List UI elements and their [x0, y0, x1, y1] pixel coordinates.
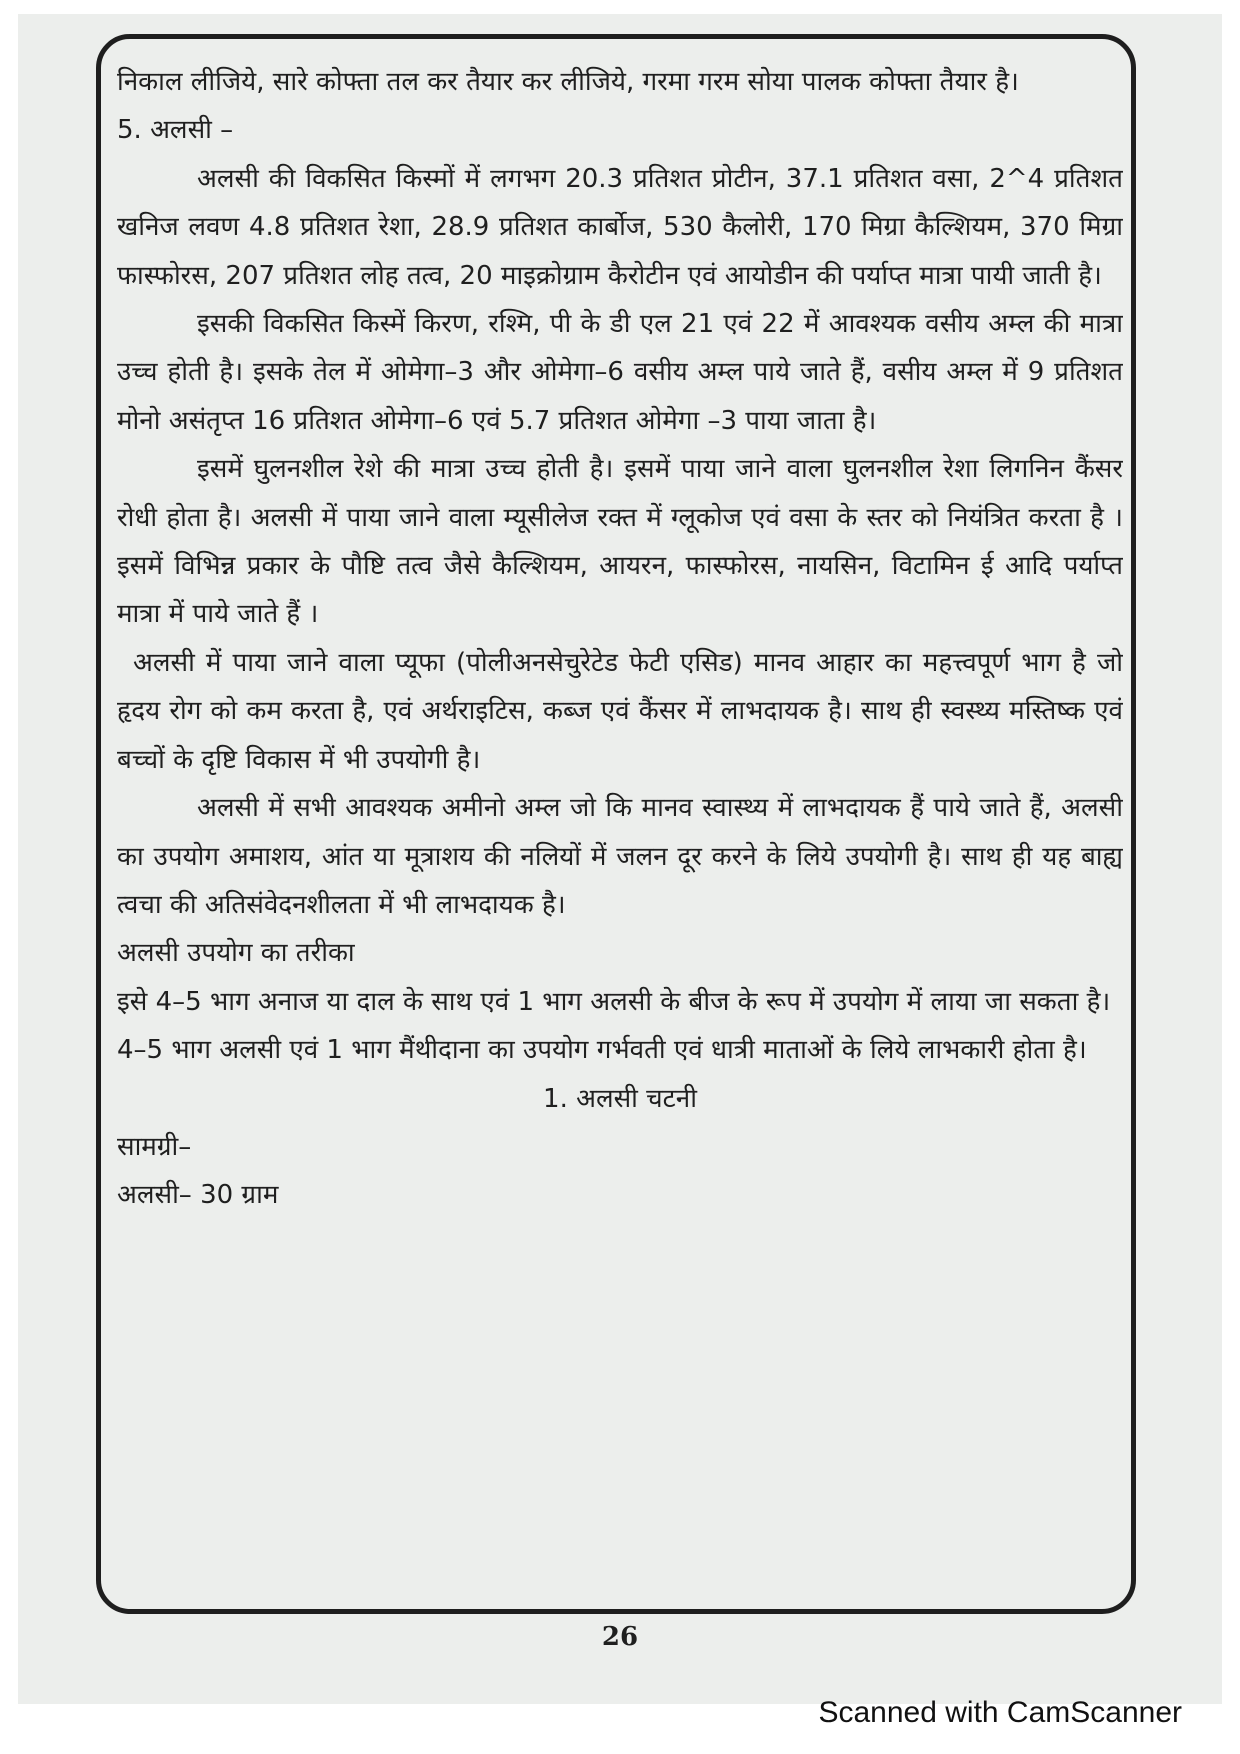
text-continuation: निकाल लीजिये, सारे कोफ्ता तल कर तैयार कर लीजिये, गरमा गरम सोया पालक कोफ्ता तैयार है।: [117, 67, 1019, 97]
paragraph-fiber: इसमें घुलनशील रेशे की मात्रा उच्च होती है। इसमें पाया जाने वाला घुलनशील रेशा लिगनिन कैंसर रोधी होता है। अलसी में पाया जाने वाला म्यूसीलेज रक्त में ग्लूकोज एवं वसा के स्तर को नियंत्रित करता है । इसमें विभिन्न प्रकार के पौष्टि तत्व जैसे कैल्शियम, आयरन, फास्फोरस, नायसिन, विटामिन ई आदि पर्याप्त मात्रा में पाये जाते हैं ।: [117, 454, 1123, 630]
page-text: [117, 58, 1123, 1613]
paragraph-pufa: अलसी में पाया जाने वाला प्यूफा (पोलीअनसेचुरेटेड फेटी एसिड) मानव आहार का महत्त्वपूर्ण भाग है जो हृदय रोग को कम करता है, एवं अर्थराइटिस, कब्ज एवं कैंसर में लाभदायक है। साथ ही स्वस्थ्य मस्तिष्क एवं बच्चों के दृष्टि विकास में भी उपयोगी है।: [117, 647, 1123, 775]
usage-methi: 4–5 भाग अलसी एवं 1 भाग मैंथीदाना का उपयोग गर्भवती एवं धात्री माताओं के लिये लाभकारी होता है।: [117, 1035, 1087, 1066]
camscanner-watermark: Scanned with CamScanner: [818, 1696, 1182, 1729]
subheading-usage: अलसी उपयोग का तरीका: [117, 938, 355, 969]
paragraph-varieties: इसकी विकसित किस्में किरण, रश्मि, पी के डी एल 21 एवं 22 में आवश्यक वसीय अम्ल की मात्रा उच्च होती है। इसके तेल में ओमेगा–3 और ओमेगा–6 वसीय अम्ल पाये जाते हैं, वसीय अम्ल में 9 प्रतिशत मोनो असंतृप्त 16 प्रतिशत ओमेगा–6 एवं 5.7 प्रतिशत ओमेगा –3 पाया जाता है।: [117, 309, 1123, 436]
usage-grain: इसे 4–5 भाग अनाज या दाल के साथ एवं 1 भाग अलसी के बीज के रूप में उपयोग में लाया जा सकता है।: [117, 986, 1111, 1017]
paragraph-composition: अलसी की विकसित किस्मों में लगभग 20.3 प्रतिशत प्रोटीन, 37.1 प्रतिशत वसा, 2^4 प्रतिशत खनिज लवण 4.8 प्रतिशत रेशा, 28.9 प्रतिशत कार्बोज, 530 कैलोरी, 170 मिग्रा कैल्शियम, 370 मिग्रा फास्फोरस, 207 प्रतिशत लोह तत्व, 20 माइक्रोग्राम कैरोटीन एवं आयोडीन की पर्याप्त मात्रा पायी जाती है।: [117, 163, 1123, 291]
ingredients-label: सामग्री–: [117, 1131, 192, 1162]
page-number: 26: [601, 1622, 639, 1652]
ingredient-alsi: अलसी– 30 ग्राम: [117, 1180, 279, 1211]
recipe-title: 1. अलसी चटनी: [543, 1083, 697, 1114]
section-heading-alsi: 5. अलसी –: [117, 115, 234, 146]
paragraph-amino-acids: अलसी में सभी आवश्यक अमीनो अम्ल जो कि मानव स्वास्थ्य में लाभदायक हैं पाये जाते हैं, अलसी का उपयोग अमाशय, आंत या मूत्राशय की नलियों में जलन दूर करने के लिये उपयोगी है। साथ ही यह बाह्य त्वचा की अतिसंवेदनशीलता में भी लाभदायक है।: [117, 793, 1123, 920]
